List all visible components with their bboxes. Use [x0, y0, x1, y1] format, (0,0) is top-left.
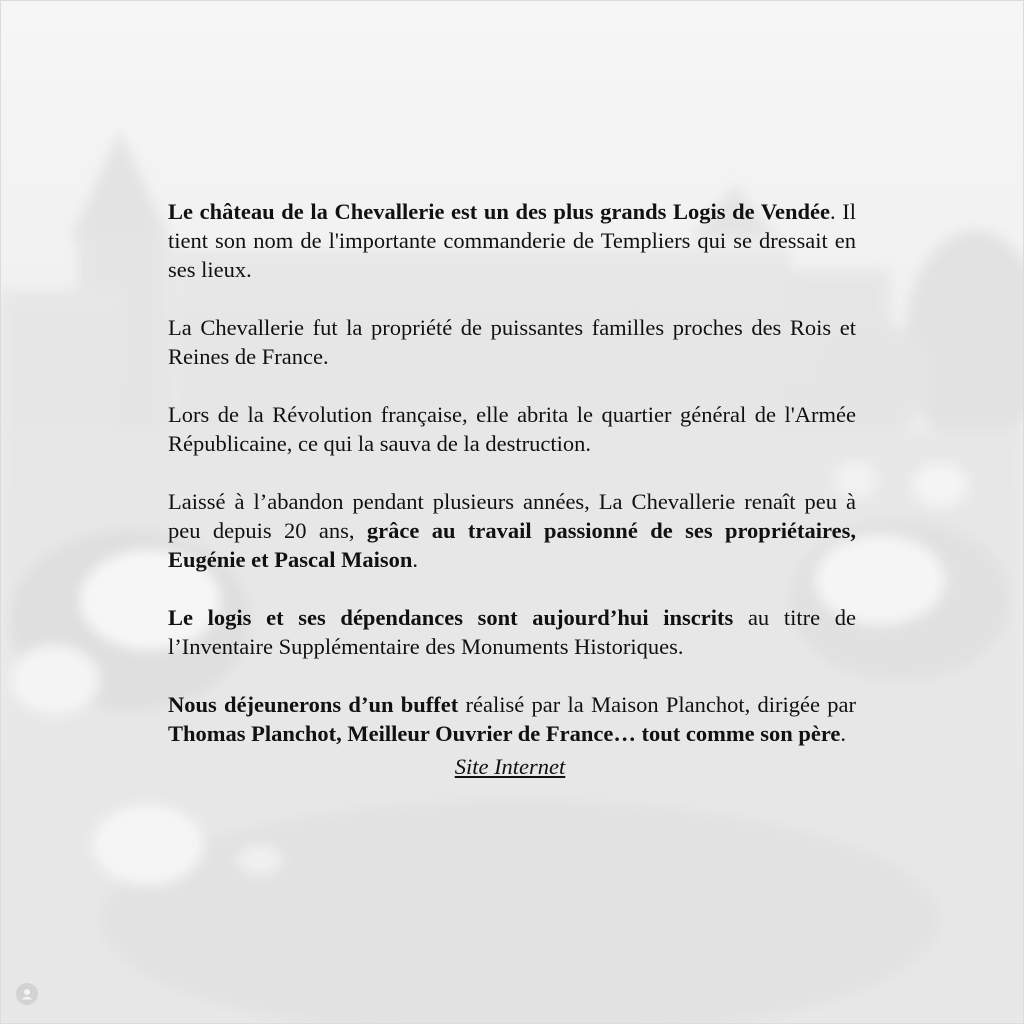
- buffet-bold-text: Nous déjeunerons d’un buffet: [168, 692, 459, 717]
- monuments-text: au titre de l’Inventaire Supplémentaire des Monuments Historiques.: [168, 605, 856, 659]
- restoration-bold-text: grâce au travail passionné de ses propriétaires, Eugénie et Pascal Maison: [168, 518, 856, 572]
- restoration-end: .: [412, 547, 418, 572]
- link-container: [168, 752, 856, 781]
- paragraph-buffet: [168, 690, 856, 748]
- paragraph-revolution: Lors de la Révolution française, elle abrita le quartier général de l'Armée Républicaine, ce qui la sauva de la destruction.: [168, 402, 856, 456]
- paragraph-restoration: [168, 487, 856, 574]
- paragraph-families: La Chevallerie fut la propriété de puissantes familles proches des Rois et Reines de France.: [168, 315, 856, 369]
- paragraph-intro: [168, 197, 856, 284]
- buffet-end: .: [840, 721, 847, 746]
- user-icon[interactable]: [16, 983, 38, 1005]
- website-link[interactable]: Site Internet: [454, 754, 566, 779]
- intro-bold-text: Le château de la Chevallerie est un des plus grands Logis de Vendée: [168, 199, 830, 224]
- chef-bold-text: Thomas Planchot, Meilleur Ouvrier de France… tout comme son père: [168, 721, 841, 746]
- buffet-text: réalisé par la Maison Planchot, dirigée par: [458, 692, 856, 717]
- paragraph-monuments: [168, 603, 856, 661]
- intro-text: . Il tient son nom de l'importante commanderie de Templiers qui se dressait en ses lieux.: [168, 199, 856, 282]
- monuments-bold-text: Le logis et ses dépendances sont aujourd’hui inscrits: [168, 605, 734, 630]
- restoration-text: Laissé à l’abandon pendant plusieurs années, La Chevallerie renaît peu à peu depuis 20 ans,: [168, 489, 856, 543]
- description-text-block: [168, 197, 856, 781]
